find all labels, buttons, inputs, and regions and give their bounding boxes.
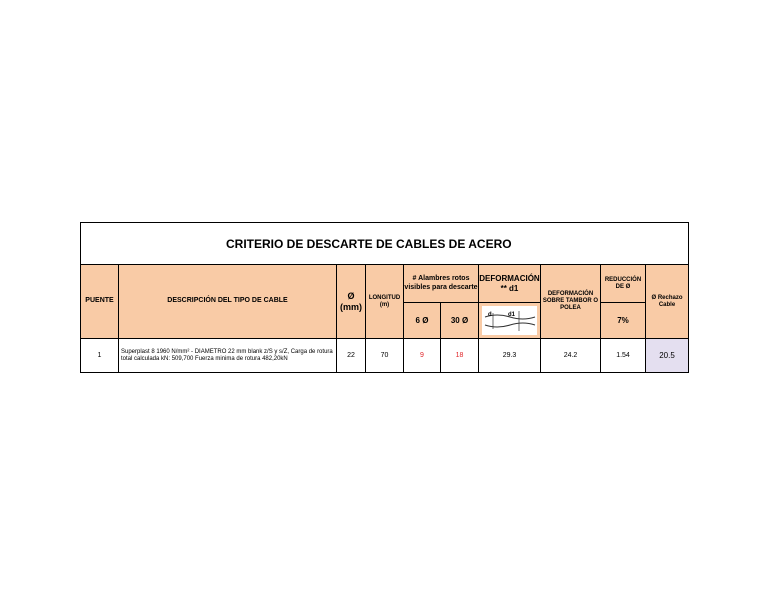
cell-deformacion: 29.3 — [479, 339, 541, 373]
table-row — [81, 339, 689, 373]
figure-label-d: d — [487, 311, 492, 318]
deformation-figure-cell — [479, 303, 541, 339]
header-rechazo: Ø Rechazo Cable — [646, 265, 689, 339]
header-diametro: Ø (mm) — [337, 265, 366, 339]
cell-deformacion-tambor: 24.2 — [541, 339, 601, 373]
figure-label-d1: d1 — [507, 311, 515, 318]
header-longitud: LONGITUD (m) — [366, 265, 404, 339]
header-reduccion: REDUCCIÓN DE Ø — [601, 265, 646, 303]
cell-longitud: 70 — [366, 339, 404, 373]
header-deformacion: DEFORMACIÓN ** d1 — [479, 265, 541, 303]
cell-puente: 1 — [81, 339, 119, 373]
table-title: CRITERIO DE DESCARTE DE CABLES DE ACERO — [81, 223, 689, 265]
cell-alambres-30: 18 — [441, 339, 479, 373]
cell-alambres-6: 9 — [404, 339, 441, 373]
header-puente: PUENTE — [81, 265, 119, 339]
header-descripcion: DESCRIPCIÓN DEL TIPO DE CABLE — [119, 265, 337, 339]
discard-criteria-table — [80, 222, 689, 373]
cell-rechazo: 20.5 — [646, 339, 689, 373]
cell-diametro: 22 — [337, 339, 366, 373]
cell-descripcion: Superplast 8 1960 N/mm² - DIAMETRO 22 mm blank z/S y s/Z, Carga de rotura total calculada kN: 509,700 Fuerza minima de rotura 482,20kN — [119, 339, 337, 373]
header-alambres-rotos: # Alambres rotos visibles para descarte — [404, 265, 479, 303]
header-reduccion-pct: 7% — [601, 303, 646, 339]
rope-deformation-figure — [482, 306, 537, 335]
cell-reduccion: 1.54 — [601, 339, 646, 373]
header-deformacion-tambor: DEFORMACIÓN SOBRE TAMBOR O POLEA — [541, 265, 601, 339]
rope-diagram-icon — [483, 307, 537, 335]
header-alambres-6: 6 Ø — [404, 303, 441, 339]
header-alambres-30: 30 Ø — [441, 303, 479, 339]
